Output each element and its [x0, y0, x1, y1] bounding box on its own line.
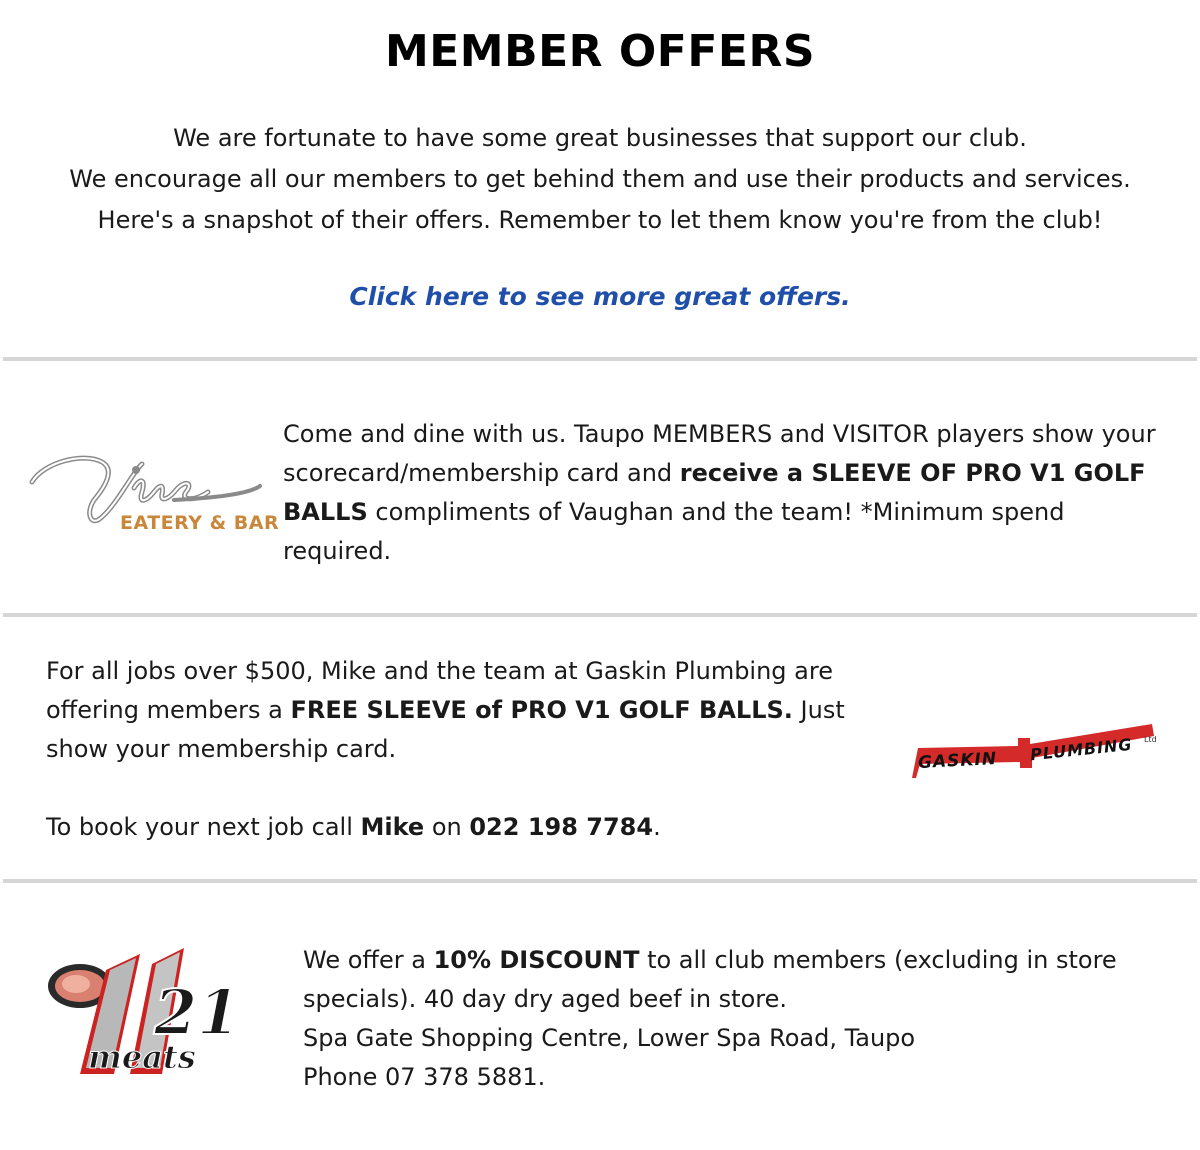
gaskin-contact-name: Mike — [360, 813, 425, 841]
vine-offer-highlight: receive a SLEEVE OF PRO V1 GOLF BALLS — [283, 459, 1146, 526]
gaskin-booking-line — [46, 808, 906, 847]
more-offers-link[interactable]: Click here to see more great offers. — [349, 282, 851, 311]
vine-offer-text — [283, 415, 1163, 571]
intro-line: We are fortunate to have some great businesses that support our club. — [173, 124, 1027, 152]
gaskin-offer-paragraph — [46, 652, 906, 769]
gaskin-logo-word1: GASKIN — [917, 748, 998, 774]
gaskin-plumbing-logo — [912, 718, 1170, 782]
vine-offer-paragraph — [283, 415, 1163, 571]
meats-logo — [44, 944, 244, 1084]
gaskin-phone-number: 022 198 7784 — [469, 813, 654, 841]
gaskin-text-part: For all jobs over $500, Mike and the team at Gaskin Plumbing are offering members a — [46, 657, 833, 724]
meats-logo-number: 21 — [154, 976, 241, 1049]
divider — [3, 879, 1197, 883]
intro-line: We encourage all our members to get behind them and use their products and services. — [69, 165, 1131, 193]
meats-text-part: to all club members (excluding in store specials). 40 day dry aged beef in store. — [303, 946, 1117, 1013]
gaskin-offer-text — [46, 652, 906, 847]
meats-offer-highlight: 10% DISCOUNT — [433, 946, 640, 974]
gaskin-text-part: . — [653, 813, 661, 841]
gaskin-logo-word2: PLUMBING — [1029, 734, 1134, 765]
meats-address: Spa Gate Shopping Centre, Lower Spa Road, Taupo — [303, 1024, 916, 1052]
meats-offer-text — [303, 941, 1183, 1097]
divider — [3, 357, 1197, 361]
vine-logo — [24, 440, 280, 540]
vine-text-part: Come and dine with us. Taupo MEMBERS and VISITOR players show your scorecard/membership card and — [283, 420, 1156, 487]
intro-line: Here's a snapshot of their offers. Remember to let them know you're from the club! — [97, 206, 1103, 234]
meats-text-part: We offer a — [303, 946, 434, 974]
gaskin-text-part: on — [424, 813, 470, 841]
intro-text — [0, 118, 1200, 241]
meats-offer-paragraph — [303, 941, 1183, 1019]
gaskin-logo-suffix: Ltd — [1144, 735, 1157, 744]
gaskin-offer-highlight: FREE SLEEVE of PRO V1 GOLF BALLS. — [290, 696, 793, 724]
gaskin-text-part: To book your next job call — [46, 813, 361, 841]
meats-logo-word: meats — [88, 1038, 196, 1076]
divider — [3, 613, 1197, 617]
meats-phone: Phone 07 378 5881. — [303, 1063, 546, 1091]
vine-tagline: EATERY & BAR — [120, 512, 280, 534]
gaskin-text-part: Just show your membership card. — [46, 696, 845, 763]
page-title: MEMBER OFFERS — [384, 26, 816, 77]
vine-text-part: compliments of Vaughan and the team! *Minimum spend required. — [283, 498, 1065, 565]
